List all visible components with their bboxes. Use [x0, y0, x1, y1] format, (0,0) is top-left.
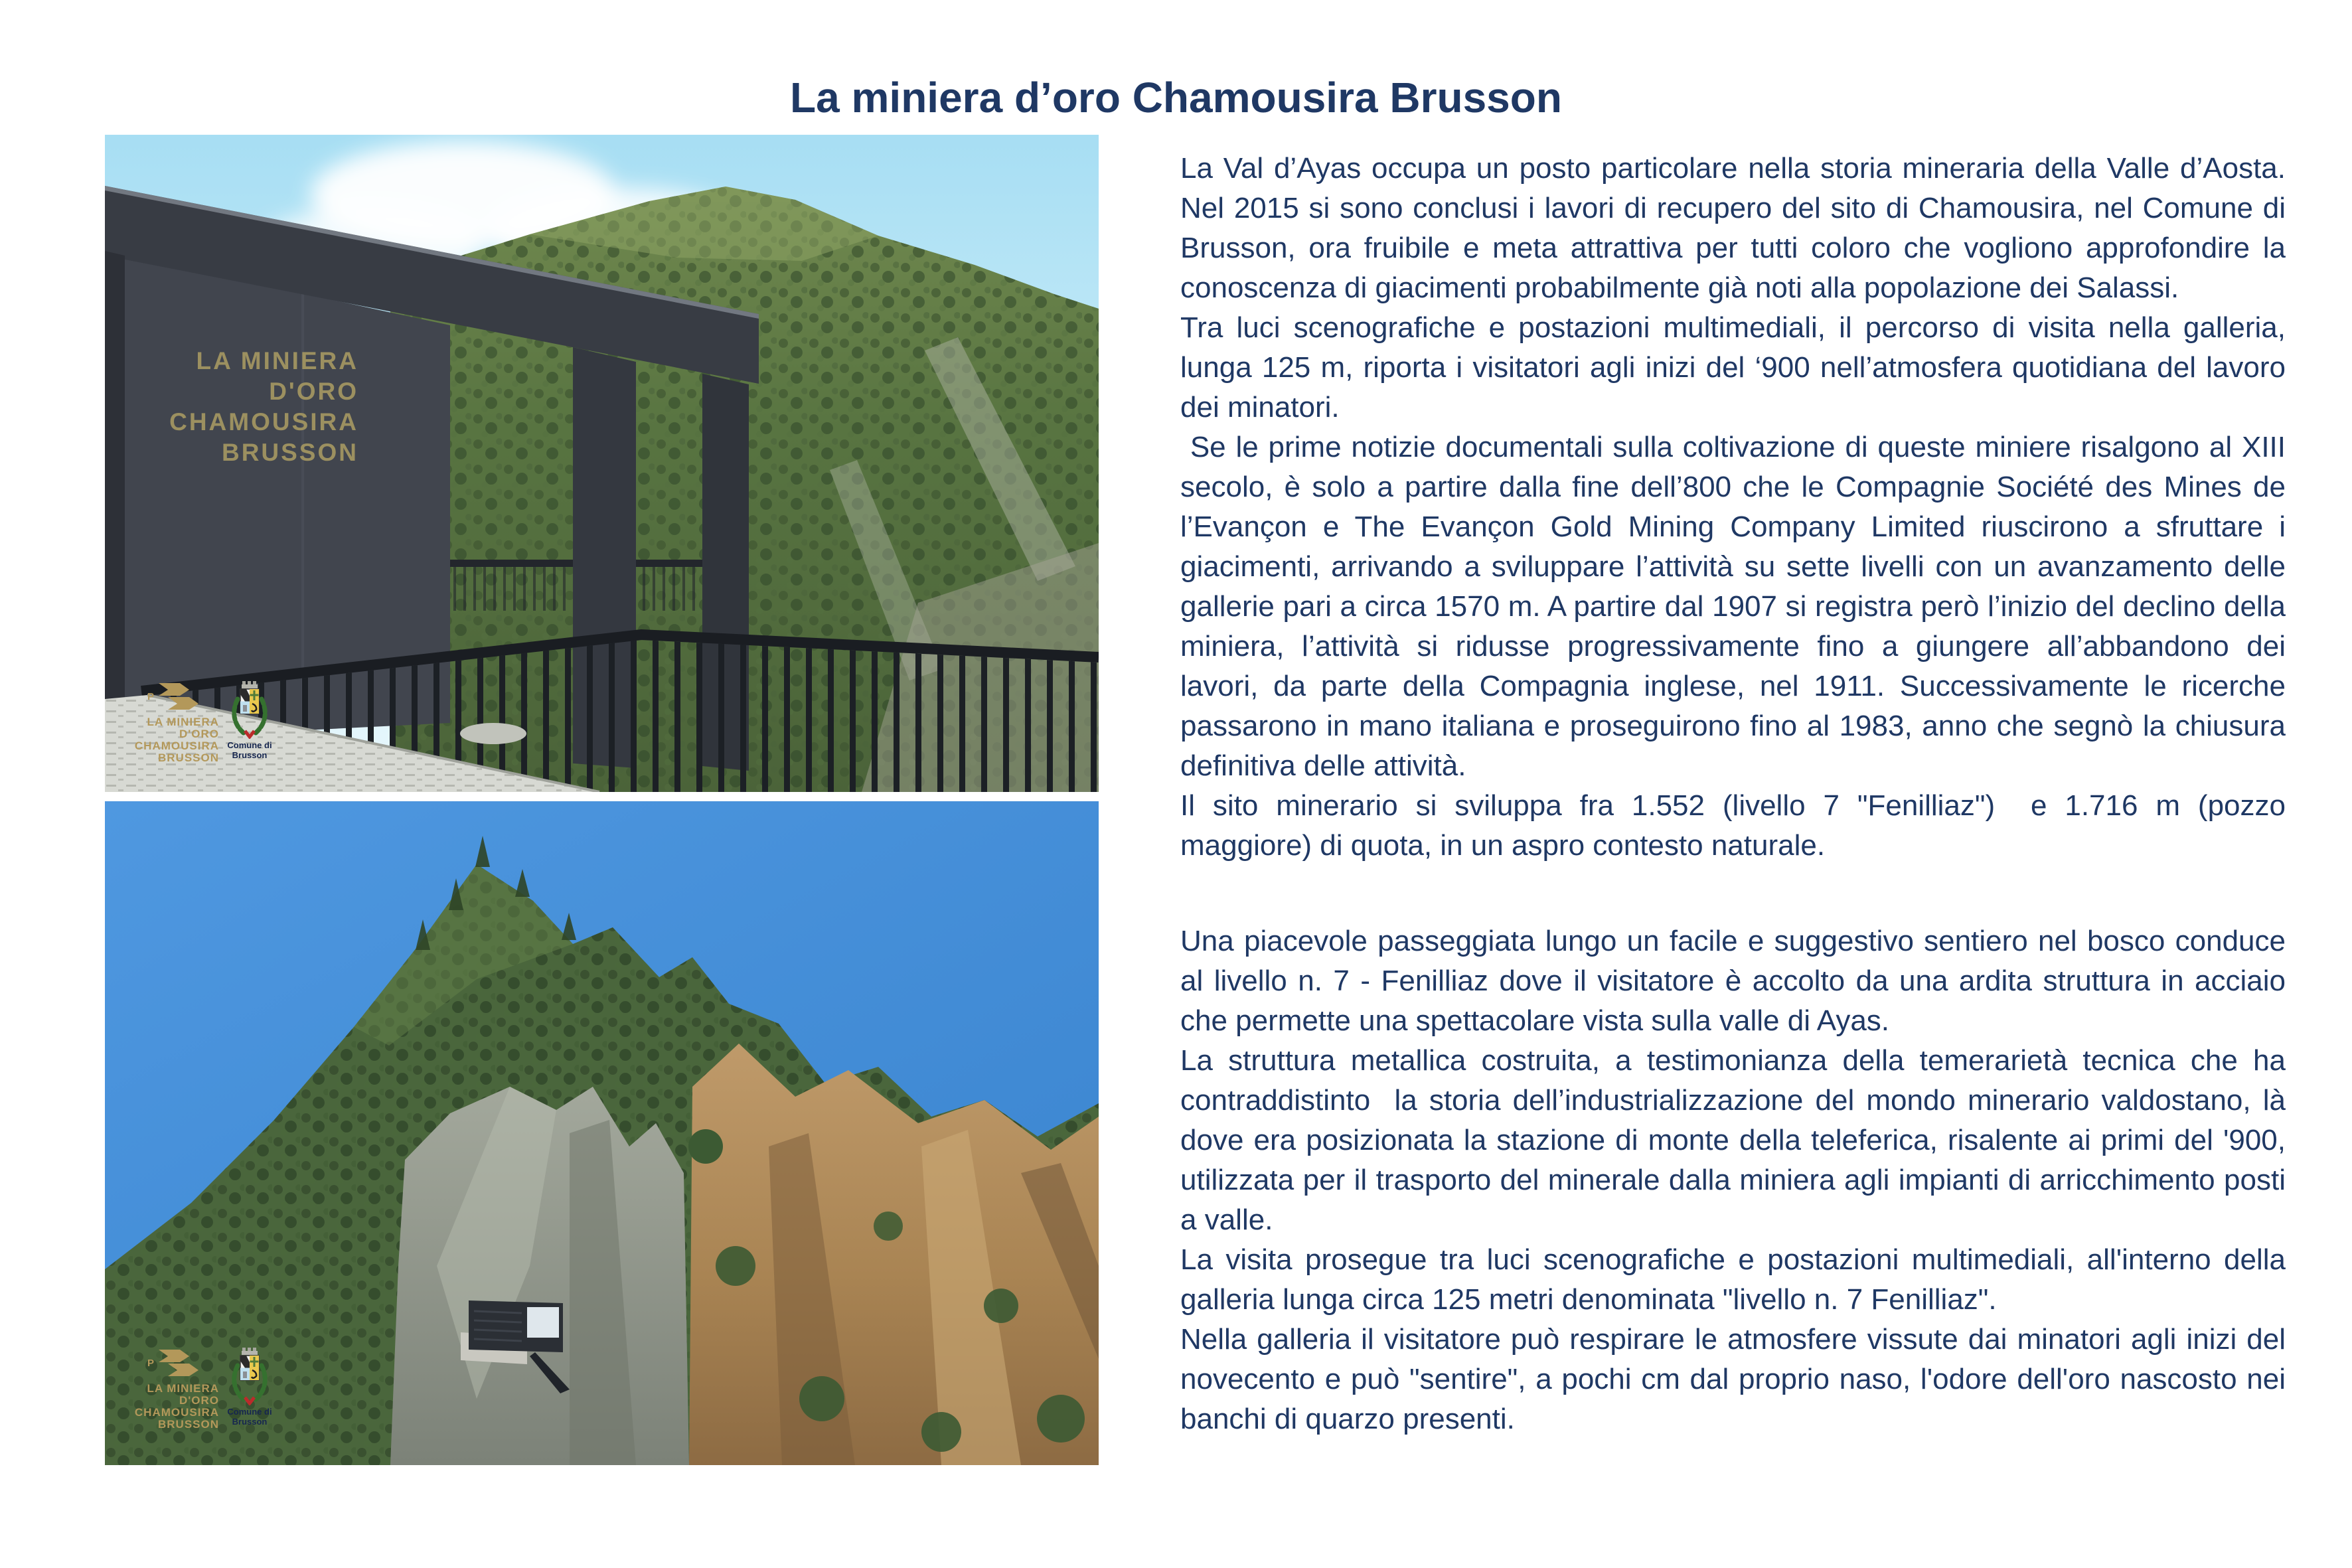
- paragraph: Nella galleria il visitatore può respirare le atmosfere vissute dai minatori agli inizi del novecento e può "sentire", a pochi cm dal proprio naso, l'odore dell'oro nascosto nei banchi di quarzo presenti.: [1180, 1323, 2286, 1435]
- coat-of-arms-icon: [228, 680, 271, 739]
- paragraph: Una piacevole passeggiata lungo un facile e suggestivo sentiero nel bosco conduce al livello n. 7 - Fenilliaz dove il visitatore è accolto da una ardita struttura in acciaio che permette una spettacolare vista sulla valle di Ayas.: [1180, 925, 2286, 1037]
- mine-logo-chevrons-icon: [157, 1348, 200, 1377]
- mine-logo-line: CHAMOUSIRA: [134, 1406, 219, 1419]
- photo-mine-entrance: [105, 135, 1099, 792]
- comune-di-brusson-crest: [220, 1347, 279, 1427]
- wall-sign-line: LA MINIERA: [196, 347, 358, 374]
- mine-logo-letter: P: [147, 690, 155, 702]
- crest-caption: [220, 1407, 279, 1427]
- wall-sign-line: CHAMOUSIRA: [169, 408, 358, 435]
- paragraph: Il sito minerario si sviluppa fra 1.552 (livello 7 "Fenilliaz") e 1.716 m (pozzo maggiore) di quota, in un aspro contesto naturale.: [1180, 789, 2286, 862]
- crest-caption-line: Brusson: [232, 1417, 268, 1427]
- crest-caption-line: Comune di: [227, 1407, 272, 1417]
- crest-caption-line: Comune di: [227, 740, 272, 750]
- page-title: La miniera d’oro Chamousira Brusson: [790, 74, 1562, 121]
- mine-logo-title: [131, 1383, 219, 1431]
- mine-logo-letter: P: [147, 1357, 155, 1369]
- mine-logo-mark-row: [147, 1348, 219, 1377]
- paragraph: La struttura metallica costruita, a testimonianza della temerarietà tecnica che ha contraddistinto la storia dell’industrializzazione del mondo minerario valdostano, là dove era posizionata la stazione di monte della teleferica, risalente ai primi del '900, utilizzata per il trasporto del minerale dalla miniera agli impianti di arricchimento posti a valle.: [1180, 1044, 2286, 1236]
- mine-logo-line: D'ORO: [179, 728, 219, 740]
- mine-logo-line: LA MINIERA: [147, 716, 219, 728]
- mine-logo-line: BRUSSON: [157, 1418, 219, 1431]
- mine-logo: [131, 682, 219, 764]
- mine-logo: [131, 1348, 219, 1431]
- paragraph: Tra luci scenografiche e postazioni multimediali, il percorso di visita nella galleria, lunga 125 m, riporta i visitatori agli inizi del ‘900 nell’atmosfera quotidiana del lavoro dei minatori.: [1180, 311, 2286, 424]
- mine-wall-sign: [143, 346, 358, 468]
- wall-sign-line: BRUSSON: [221, 439, 358, 466]
- mine-logo-line: LA MINIERA: [147, 1382, 219, 1395]
- mine-logo-title: [131, 716, 219, 764]
- wall-sign-line: D'ORO: [269, 378, 358, 405]
- mine-logo-line: BRUSSON: [157, 751, 219, 764]
- article-block-1: [1180, 149, 2286, 866]
- mine-logo-mark-row: [147, 682, 219, 711]
- paragraph: Se le prime notizie documentali sulla coltivazione di queste miniere risalgono al XIII secolo, è solo a partire dalla fine dell’800 che le Compagnie Société des Mines de l’Evançon e The Evançon Gold Mining Company Limited riuscirono a sfruttare i giacimenti, arrivando a sviluppare l’attività su sette livelli con un avanzamento delle gallerie pari a circa 1570 m. A partire dal 1907 si registra però l’inizio del declino della miniera, l’attività si ridusse progressivamente fino a giungere all’abbandono dei lavori, da parte della Compagnia inglese, nel 1911. Successivamente le ricerche passarono in mano italiana e proseguirono fino al 1983, anno che segnò la chiusura definitiva delle attività.: [1180, 431, 2286, 782]
- mine-logo-line: CHAMOUSIRA: [134, 740, 219, 752]
- paragraph: La Val d’Ayas occupa un posto particolare nella storia mineraria della Valle d’Aosta. Nel 2015 si sono conclusi i lavori di recupero del sito di Chamousira, nel Comune di Brusson, ora fruibile e meta attrattiva per tutti coloro che vogliono approfondire la conoscenza di giacimenti probabilmente già noti alla popolazione dei Salassi.: [1180, 152, 2286, 304]
- photo-mountain-cliff: [105, 801, 1099, 1465]
- mine-logo-chevrons-icon: [157, 682, 200, 711]
- crest-caption-line: Brusson: [232, 750, 268, 760]
- crest-caption: [220, 740, 279, 760]
- comune-di-brusson-crest: [220, 680, 279, 760]
- mine-logo-line: D'ORO: [179, 1394, 219, 1407]
- article-block-2: [1180, 921, 2286, 1439]
- coat-of-arms-icon: [228, 1347, 271, 1405]
- paragraph: La visita prosegue tra luci scenografiche e postazioni multimediali, all'interno della galleria lunga circa 125 metri denominata "livello n. 7 Fenilliaz".: [1180, 1243, 2286, 1316]
